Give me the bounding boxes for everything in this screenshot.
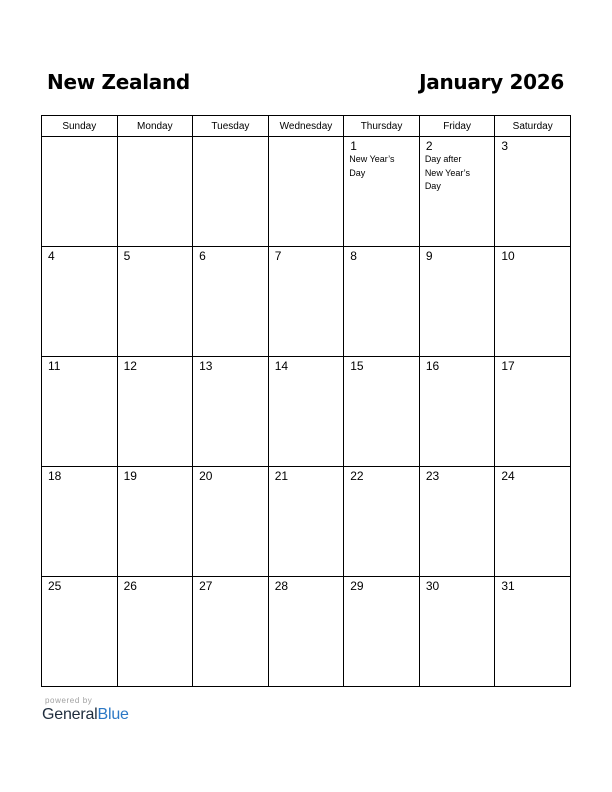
day-number: 17 — [501, 359, 515, 373]
empty-day-cell — [117, 137, 193, 247]
day-cell — [268, 247, 344, 357]
week-row — [42, 577, 571, 687]
day-number: 20 — [199, 469, 213, 483]
weekday-saturday: Saturday — [495, 116, 571, 137]
day-number: 29 — [350, 579, 364, 593]
day-number: 15 — [350, 359, 364, 373]
day-number: 25 — [48, 579, 62, 593]
day-cell — [344, 247, 420, 357]
country-title: New Zealand — [47, 70, 190, 94]
day-number: 23 — [425, 469, 440, 483]
day-cell — [419, 137, 495, 247]
day-number: 28 — [274, 579, 289, 593]
generalblue-footer — [42, 696, 172, 730]
day-cell — [344, 467, 420, 577]
day-cell — [495, 247, 571, 357]
calendar-header — [41, 70, 570, 100]
week-row — [42, 247, 571, 357]
day-number: 19 — [123, 469, 137, 483]
day-cell — [42, 247, 118, 357]
day-number: 3 — [501, 139, 509, 153]
day-cell — [344, 577, 420, 687]
holiday-label-line: Day — [349, 167, 366, 178]
empty-day-cell — [193, 137, 269, 247]
day-number: 11 — [48, 359, 61, 373]
month-title: January 2026 — [419, 70, 564, 94]
day-cell — [419, 357, 495, 467]
day-cell — [344, 357, 420, 467]
holiday-label-line: Day after — [424, 154, 462, 164]
day-cell — [495, 577, 571, 687]
day-number: 10 — [501, 249, 515, 263]
day-number: 1 — [350, 139, 357, 153]
week-row — [42, 467, 571, 577]
day-cell — [495, 467, 571, 577]
day-number: 18 — [48, 469, 62, 483]
weekday-friday: Friday — [419, 116, 495, 137]
day-cell — [419, 467, 495, 577]
generalblue-logo — [42, 706, 172, 724]
day-number: 7 — [274, 249, 282, 263]
day-cell — [42, 357, 118, 467]
day-number: 4 — [48, 249, 55, 263]
weekday-sunday: Sunday — [42, 116, 118, 137]
day-cell — [117, 247, 193, 357]
day-number: 12 — [123, 359, 137, 373]
day-cell — [193, 247, 269, 357]
week-row — [42, 137, 571, 247]
day-number: 2 — [425, 139, 433, 153]
week-row — [42, 357, 571, 467]
day-number: 22 — [350, 469, 364, 483]
day-number: 8 — [350, 249, 357, 263]
powered-by-text: powered by — [45, 696, 93, 705]
day-cell — [117, 577, 193, 687]
day-cell — [117, 467, 193, 577]
day-number: 24 — [501, 469, 515, 483]
weekday-thursday: Thursday — [344, 116, 420, 137]
day-cell — [42, 577, 118, 687]
day-cell — [495, 357, 571, 467]
day-number: 14 — [274, 359, 289, 373]
day-number: 31 — [501, 579, 515, 593]
day-cell — [193, 467, 269, 577]
day-cell — [344, 137, 420, 247]
day-cell — [193, 577, 269, 687]
day-cell — [419, 247, 495, 357]
day-number: 13 — [199, 359, 213, 373]
calendar-grid — [41, 115, 571, 687]
day-cell — [268, 357, 344, 467]
day-cell — [268, 577, 344, 687]
day-number: 21 — [274, 469, 289, 483]
weekday-wednesday: Wednesday — [268, 116, 344, 137]
empty-day-cell — [42, 137, 118, 247]
brand-blue-text: Blue — [97, 706, 129, 723]
day-cell — [193, 357, 269, 467]
holiday-label-line: New Year’s — [424, 167, 471, 178]
day-cell — [268, 467, 344, 577]
brand-general-text: General — [42, 706, 98, 723]
weekday-header-row — [42, 116, 571, 137]
day-cell — [419, 577, 495, 687]
day-cell — [117, 357, 193, 467]
day-number: 27 — [199, 579, 213, 593]
empty-day-cell — [268, 137, 344, 247]
day-number: 5 — [123, 249, 131, 263]
weekday-tuesday: Tuesday — [193, 116, 269, 137]
weekday-monday: Monday — [117, 116, 193, 137]
day-number: 30 — [425, 579, 440, 593]
day-number: 9 — [425, 249, 433, 263]
day-number: 6 — [199, 249, 206, 263]
holiday-label-line: New Year’s — [349, 154, 395, 164]
day-number: 16 — [425, 359, 440, 373]
holiday-label-line: Day — [424, 181, 441, 191]
day-cell — [495, 137, 571, 247]
day-cell — [42, 467, 118, 577]
day-number: 26 — [123, 579, 137, 593]
